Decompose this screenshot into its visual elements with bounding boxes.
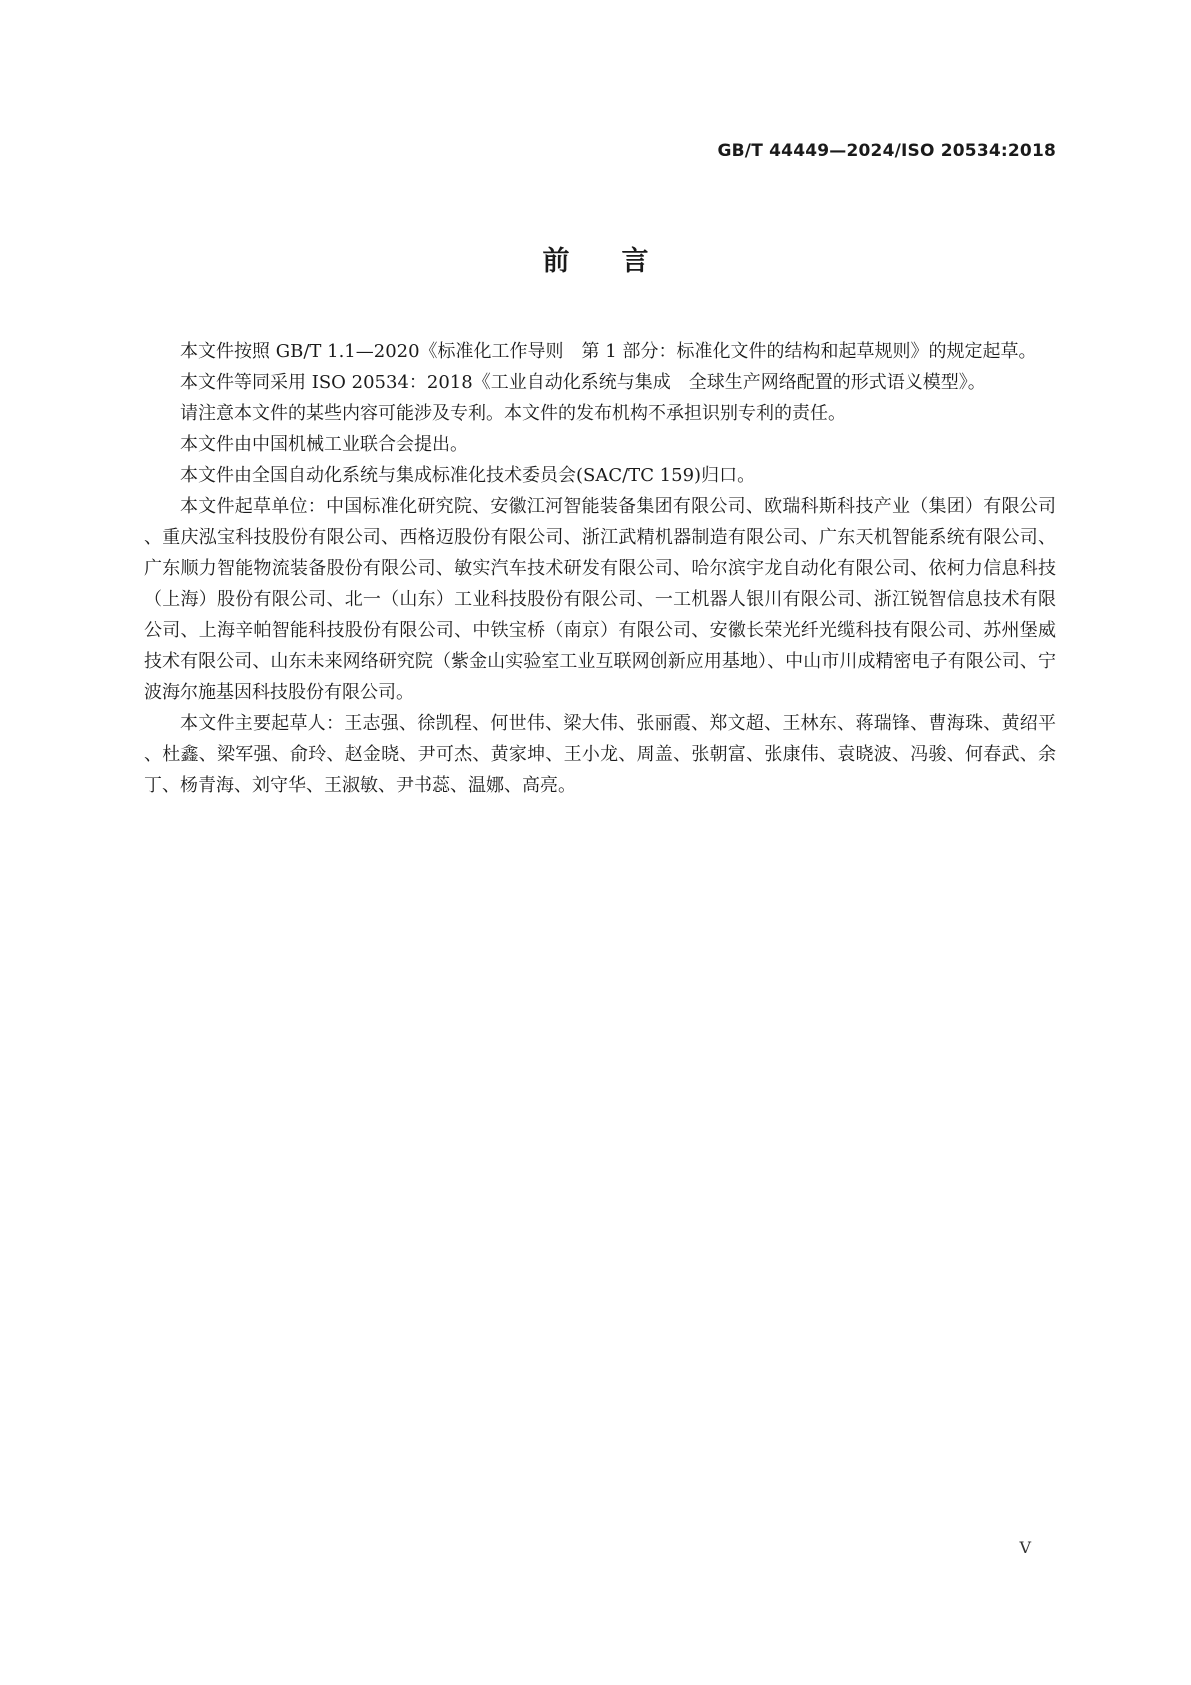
standard-number: GB/T 44449—2024/ISO 20534:2018 [717,141,1056,161]
paragraph-committee: 本文件由全国自动化系统与集成标准化技术委员会(SAC/TC 159)归口。 [180,465,756,486]
page-number: V [1019,1538,1031,1557]
paragraph-adoption: 本文件等同采用 ISO 20534：2018《工业自动化系统与集成 全球生产网络配置的形式语义模型》。 [180,372,986,393]
foreword-body [144,336,1056,801]
paragraph-patent-notice: 请注意本文件的某些内容可能涉及专利。本文件的发布机构不承担识别专利的责任。 [180,403,846,424]
paragraph-drafting-rules: 本文件按照 GB/T 1.1—2020《标准化工作导则 第 1 部分：标准化文件的结构和起草规则》的规定起草。 [180,341,1037,362]
paragraph-drafting-units: 本文件起草单位：中国标准化研究院、安徽江河智能装备集团有限公司、欧瑞科斯科技产业（集团）有限公司、重庆泓宝科技股份有限公司、西格迈股份有限公司、浙江武精机器制造有限公司、广东天机智能系统有限公司、广东顺力智能物流装备股份有限公司、敏实汽车技术研发有限公司、哈尔滨宇龙自动化有限公司、依柯力信息科技（上海）股份有限公司、北一（山东）工业科技股份有限公司、一工机器人银川有限公司、浙江锐智信息技术有限公司、上海辛帕智能科技股份有限公司、中铁宝桥（南京）有限公司、安徽长荣光纤光缆科技有限公司、苏州堡威技术有限公司、山东未来网络研究院（紫金山实验室工业互联网创新应用基地）、中山市川成精密电子有限公司、宁波海尔施基因科技股份有限公司。 [144,496,1056,703]
paragraph-drafters: 本文件主要起草人：王志强、徐凯程、何世伟、梁大伟、张丽霞、郑文超、王林东、蒋瑞锋、曹海珠、黄绍平、杜鑫、梁军强、俞玲、赵金晓、尹可杰、黄家坤、王小龙、周盖、张朝富、张康伟、袁晓波、冯骏、何春武、余丁、杨青海、刘守华、王淑敏、尹书蕊、温娜、高亮。 [144,713,1056,796]
page-title: 前言 [542,246,701,277]
paragraph-proposer: 本文件由中国机械工业联合会提出。 [180,434,468,455]
